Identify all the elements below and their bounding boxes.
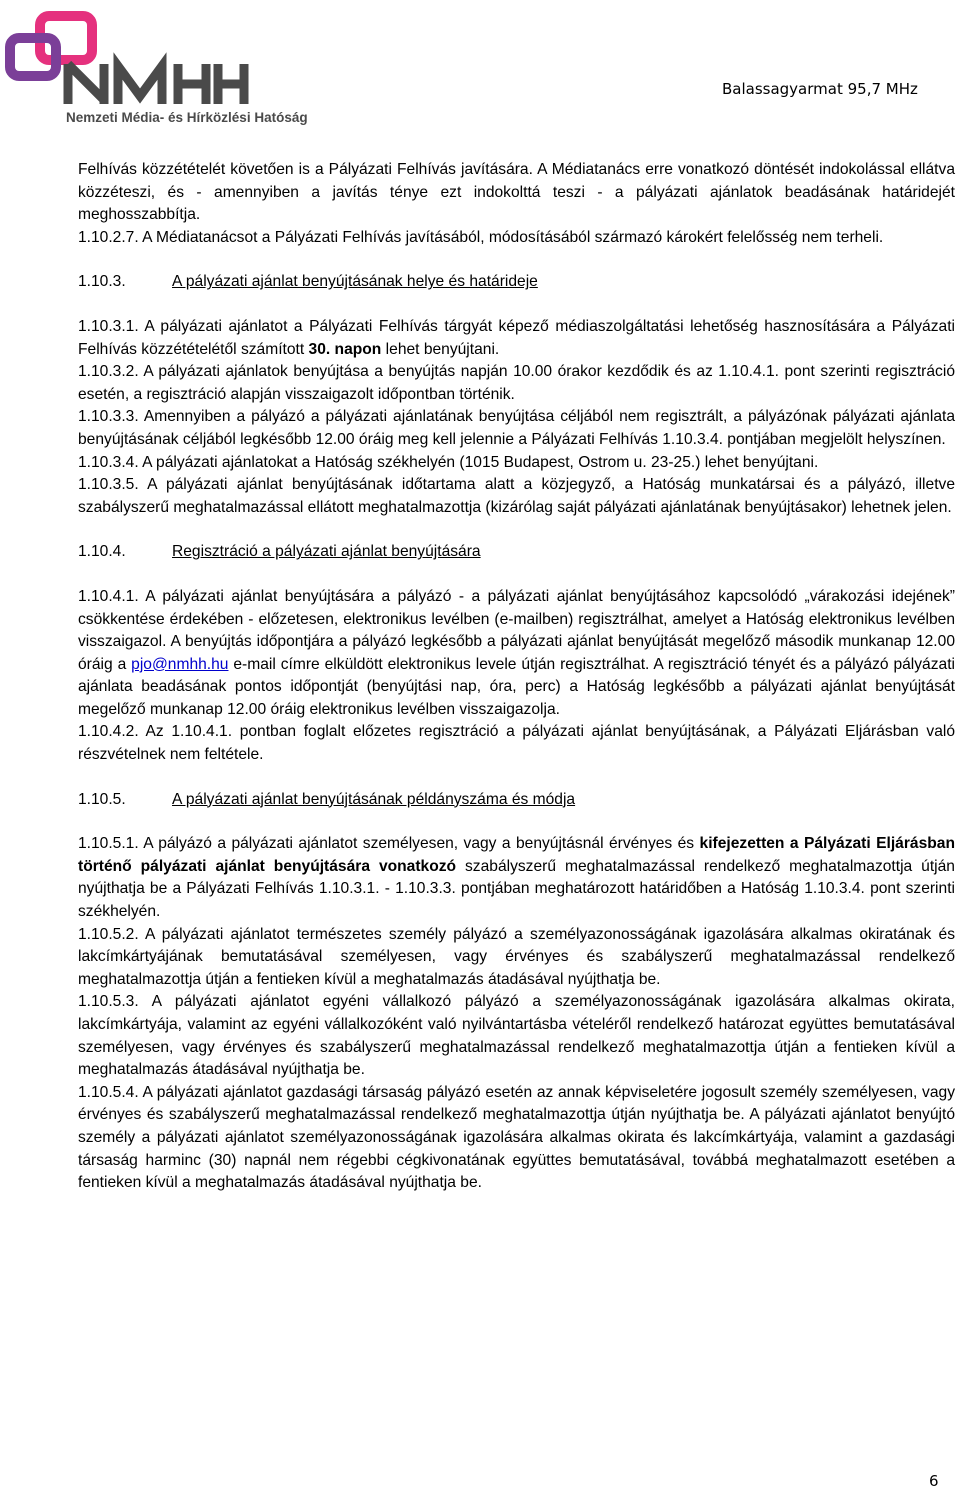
paragraph-1-10-5-4: 1.10.5.4. A pályázati ajánlatot gazdasági társaság pályázó esetén az annak képviseletére jogosult személy személyesen, vagy érvényes és szabályszerű meghatalmazással rendelkező meghatalmazottja útján nyújthatja be. A pályázati ajánlatot benyújtó személy a pályázati ajánlatot személyazonosságának igazolására alkalmas okirata és lakcímkártyája, valamint a gazdasági társaság harminc (30) napnál nem régebbi cégkivonatának együttes bemutatásával, továbbá meghatalmazott esetében a fentieken kívül a meghatalmazás átadásával nyújthatja be. [78, 1083, 955, 1192]
text: 1.10.5.1. A pályázó a pályázati ajánlatot személyesen, vagy a benyújtásnál érvényes és [78, 835, 700, 853]
bold-text: kifejezetten a Pályázati Eljárásban történő pályázati ajánlat benyújtására vonatkozó [78, 835, 955, 875]
text: szabályszerű meghatalmazással rendelkező meghatalmazottja útján nyújthatja be a Pályázati Felhívás 1.10.3.1. - 1.10.3.3. pontjában meghatározott határidőben a Hatóság 1.10.3.4. pont szerinti székhelyén. [78, 857, 955, 921]
paragraph-1-10-2-7: 1.10.2.7. A Médiatanácsot a Pályázati Felhívás javításából, módosításából származó károkért felelősség nem terheli. [78, 228, 884, 246]
nmhh-logo-graphic [0, 0, 320, 110]
section-number: 1.10.5. [78, 790, 126, 808]
paragraph-1-10-3-3: 1.10.3.3. Amennyiben a pályázó a pályázati ajánlatának benyújtása céljából nem regisztrált, a pályázónak pályázati ajánlata benyújtásának céljából legkésőbb 12.00 óráig meg kell jelennie a Pályázati Felhívás 1.10.3.4. pontjában megjelölt helyszínen. [78, 408, 955, 448]
station-label: Balassagyarmat 95,7 MHz [722, 80, 918, 98]
text: 1.10.3.1. A pályázati ajánlatot a Pályázati Felhívás tárgyát képező médiaszolgáltatási lehetőség hasznosítására a Pályázati Felhívás közzétételétől számított [78, 317, 955, 358]
text: lehet benyújtani. [381, 340, 500, 358]
bold-text: 30. napon [308, 340, 382, 358]
paragraph-1-10-4-2: 1.10.4.2. Az 1.10.4.1. pontban foglalt előzetes regisztráció a pályázati ajánlat benyújtásának, a Pályázati Eljárásban való részvételnek nem feltétele. [78, 723, 955, 764]
section-title: A pályázati ajánlat benyújtásának példányszáma és módja [172, 790, 576, 808]
section-heading-1-10-5 [78, 789, 955, 812]
section-heading-1-10-4 [78, 541, 955, 564]
paragraph-1-10-3-2: 1.10.3.2. A pályázati ajánlatok benyújtása a benyújtás napján 10.00 órakor kezdődik és az 1.10.4.1. pont szerinti regisztráció esetén, a regisztráció alapján visszaigazolt időpontban történik. [78, 363, 955, 403]
section-number: 1.10.3. [78, 273, 126, 291]
paragraph-1-10-3-5: 1.10.3.5. A pályázati ajánlat benyújtásának időtartama alatt a közjegyző, a Hatóság munkatársai és a pályázó, illetve szabályszerű meghatalmazással ellátott meghatalmazottja (kizárólag saját pályázati ajánlatának benyújtásakor) lehetnek jelen. [78, 476, 955, 516]
section-number: 1.10.4. [78, 543, 126, 561]
logo-subtitle: Nemzeti Média- és Hírközlési Hatóság [66, 110, 308, 125]
section-title: Regisztráció a pályázati ajánlat benyújtására [172, 543, 481, 561]
document-body [78, 159, 955, 1195]
email-link[interactable]: pjo@nmhh.hu [131, 655, 229, 673]
text: e-mail címre elküldött elektronikus levele útján regisztrálhat. A regisztráció tényét és a pályázó pályázati ajánlata beadásának pontos időpontját (benyújtási nap, óra, perc) a Hatóság legkésőbb a pályázati ajánlat benyújtását megelőző munkanap 12.00 óráig elektronikus levélben visszaigazolja. [78, 655, 955, 718]
paragraph-1-10-5-1 [78, 833, 955, 923]
page-number: 6 [929, 1472, 939, 1490]
section-heading-1-10-3 [78, 271, 955, 294]
nmhh-logo [0, 0, 320, 150]
paragraph-1-10-4-1 [78, 586, 955, 722]
paragraph-1-10-3-1 [78, 316, 955, 361]
section-title: A pályázati ajánlat benyújtásának helye és határideje [172, 273, 538, 291]
paragraph-1-10-5-2: 1.10.5.2. A pályázati ajánlatot természetes személy pályázó a személyazonosságának igazolására alkalmas okiratának és lakcímkártyájának bemutatásával személyesen, vagy érvényes és szabályszerű meghatalmazással rendelkező meghatalmazottja útján a fentieken kívül a meghatalmazás átadásával nyújthatja be. [78, 925, 955, 988]
paragraph-1-10-3-4: 1.10.3.4. A pályázati ajánlatokat a Hatóság székhelyén (1015 Budapest, Ostrom u. 23-25.) lehet benyújtani. [78, 453, 819, 471]
paragraph-1-10-5-3: 1.10.5.3. A pályázati ajánlatot egyéni vállalkozó pályázó a személyazonosságának igazolására alkalmas okirata, lakcímkártyája, valamint az egyéni vállalkozóként való nyilvántartásba vételéről rendelkező határozat együttes bemutatásával személyesen, vagy érvényes és szabályszerű meghatalmazással rendelkező meghatalmazottja útján a fentieken kívül a meghatalmazás átadásával nyújthatja be. [78, 993, 955, 1079]
paragraph: Felhívás közzétételét követően is a Pályázati Felhívás javítására. A Médiatanács erre vonatkozó döntését indokolással ellátva közzéteszi, és - amennyiben a javítás ténye ezt indokolttá teszi - a pályázati ajánlatok beadásának határidejét meghosszabbítja. [78, 161, 955, 224]
text: 1.10.4.1. A pályázati ajánlat benyújtására a pályázó - a pályázati ajánlat benyújtásához kapcsolódó „várakozási idejének” csökkentése érdekében - előzetesen, elektronikus levélben (e-mailben) regisztrálhat, amelyet a Hatóság elektronikus levélben visszaigazol. A benyújtás időpontjára a pályázó legkésőbb a pályázati ajánlat benyújtását megelőző második munkanap 12.00 óráig a [78, 587, 955, 673]
